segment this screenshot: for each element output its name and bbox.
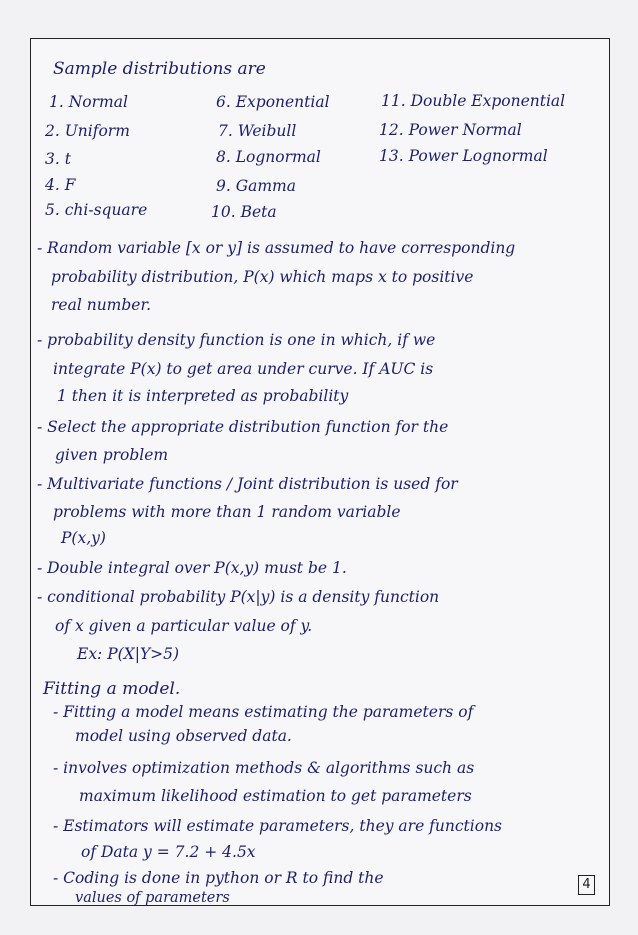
note-line: - Random variable [x or y] is assumed to have corresponding bbox=[37, 239, 516, 257]
note-line: 1 then it is interpreted as probability bbox=[57, 387, 349, 405]
list-item: 10. Beta bbox=[211, 203, 277, 221]
note-line: - probability density function is one in which, if we bbox=[37, 331, 436, 349]
note-line: - Fitting a model means estimating the parameters of bbox=[53, 703, 474, 721]
notebook-page bbox=[30, 38, 610, 906]
list-item: 9. Gamma bbox=[216, 177, 296, 195]
note-line: of x given a particular value of y. bbox=[55, 617, 313, 635]
note-line: probability distribution, P(x) which maps x to positive bbox=[51, 268, 474, 286]
note-line: model using observed data. bbox=[75, 727, 292, 745]
note-line: - conditional probability P(x|y) is a density function bbox=[37, 588, 440, 606]
note-line: of Data y = 7.2 + 4.5x bbox=[81, 843, 256, 861]
list-item: 4. F bbox=[45, 176, 76, 194]
section-heading: Fitting a model. bbox=[43, 679, 181, 699]
note-line: - involves optimization methods & algorithms such as bbox=[53, 759, 475, 777]
list-item: 6. Exponential bbox=[216, 93, 330, 111]
list-item: 8. Lognormal bbox=[216, 148, 321, 166]
note-line: integrate P(x) to get area under curve. If AUC is bbox=[53, 360, 434, 378]
list-item: 13. Power Lognormal bbox=[379, 147, 548, 165]
note-line: - Select the appropriate distribution function for the bbox=[37, 418, 449, 436]
note-line: P(x,y) bbox=[61, 529, 106, 547]
note-line: given problem bbox=[55, 446, 169, 464]
list-item: 2. Uniform bbox=[45, 122, 130, 140]
note-line: - Double integral over P(x,y) must be 1. bbox=[37, 559, 347, 577]
note-line: values of parameters bbox=[75, 890, 230, 906]
list-item: 3. t bbox=[45, 150, 71, 168]
note-line: Ex: P(X|Y>5) bbox=[77, 645, 180, 663]
list-item: 12. Power Normal bbox=[379, 121, 522, 139]
page-number: 4 bbox=[578, 875, 595, 895]
list-item: 7. Weibull bbox=[218, 122, 297, 140]
note-line: maximum likelihood estimation to get parameters bbox=[79, 787, 472, 805]
note-line: - Estimators will estimate parameters, they are functions bbox=[53, 817, 503, 835]
note-line: - Multivariate functions / Joint distribution is used for bbox=[37, 475, 458, 493]
note-line: - Coding is done in python or R to find the bbox=[53, 869, 384, 887]
note-line: real number. bbox=[51, 296, 152, 314]
heading: Sample distributions are bbox=[53, 59, 266, 79]
list-item: 5. chi-square bbox=[45, 201, 148, 219]
list-item: 11. Double Exponential bbox=[381, 92, 566, 110]
list-item: 1. Normal bbox=[49, 93, 128, 111]
note-line: problems with more than 1 random variable bbox=[53, 503, 401, 521]
